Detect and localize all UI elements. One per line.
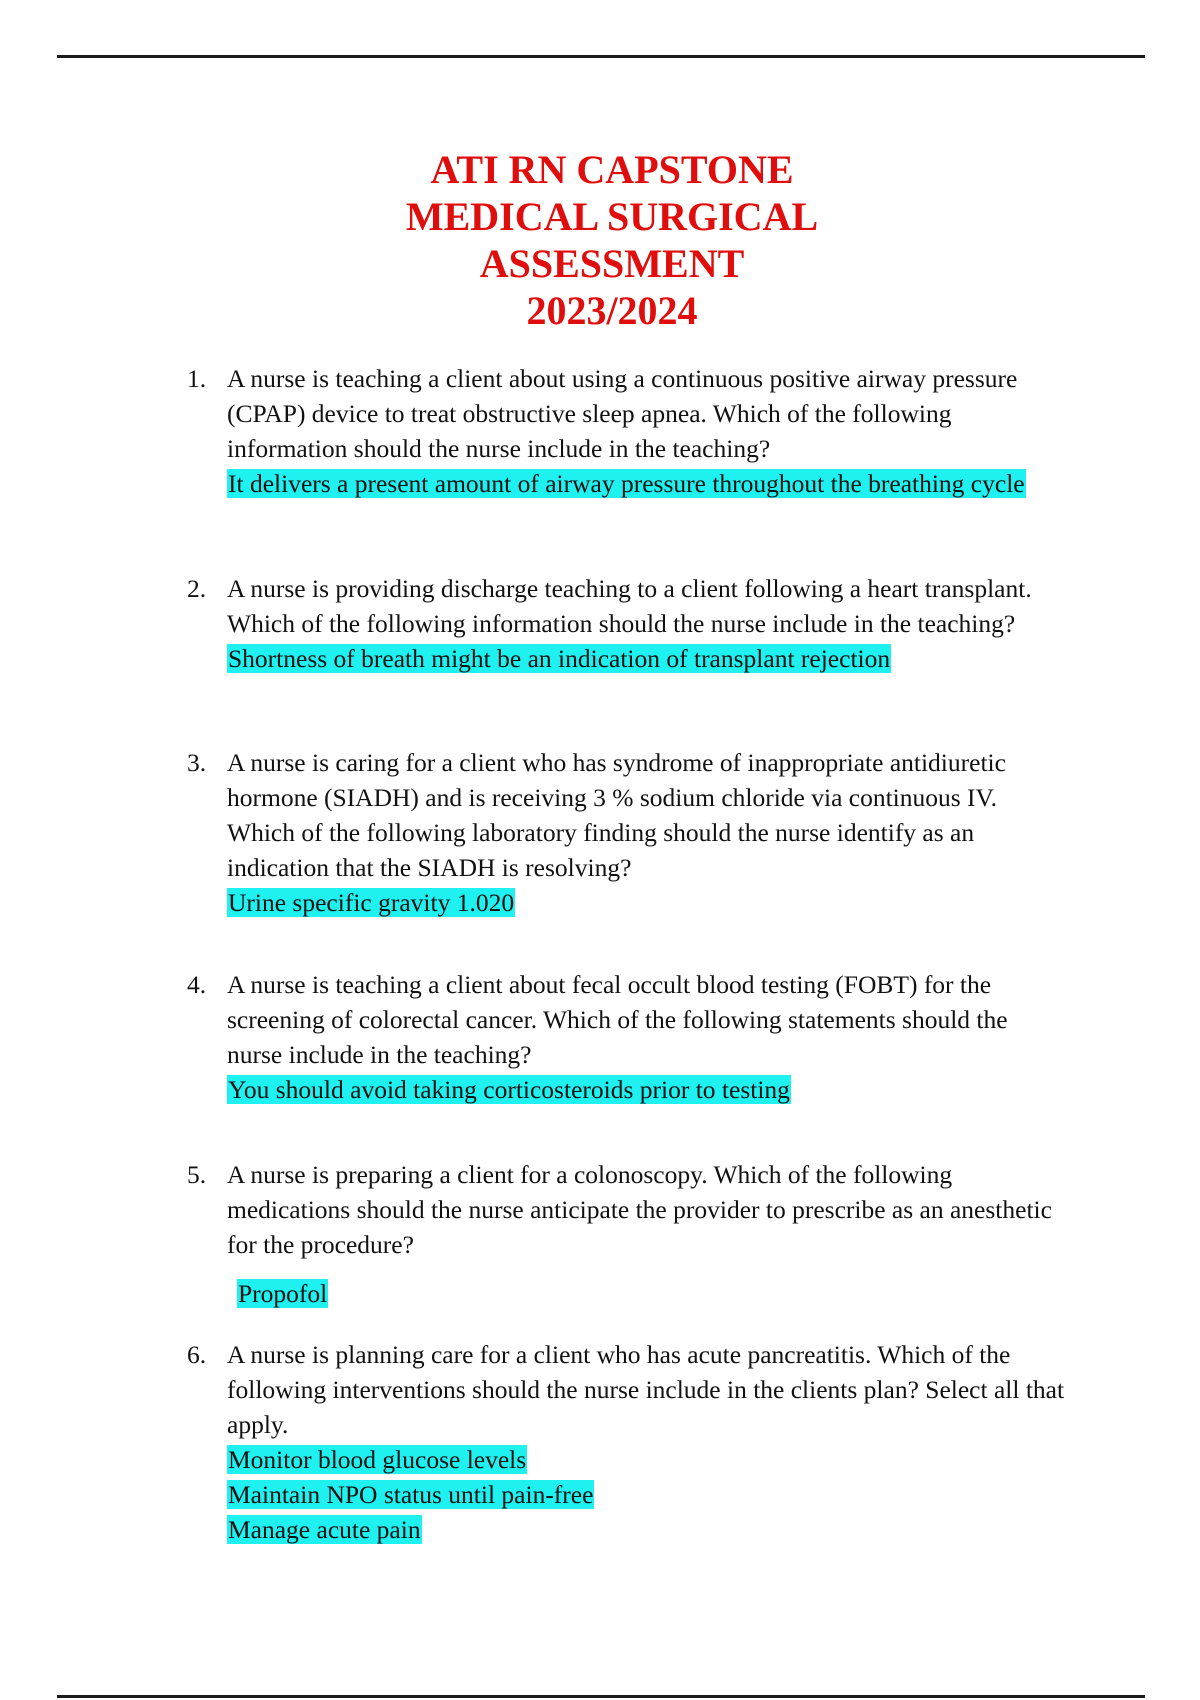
question-number: 6. — [187, 1340, 207, 1369]
question-text: A nurse is teaching a client about fecal occult blood testing (FOBT) for the screening of colorectal cancer. Which of the following statements should the nurse include in the teaching? — [227, 970, 1008, 1069]
question-text: A nurse is preparing a client for a colonoscopy. Which of the following medications should the nurse anticipate the provider to prescribe as an anesthetic for the procedure? — [227, 1160, 1052, 1259]
question-text: A nurse is planning care for a client who has acute pancreatitis. Which of the following interventions should the nurse include in the clients plan? Select all that apply. — [227, 1340, 1065, 1439]
answer-highlight: It delivers a present amount of airway pressure throughout the breathing cycle — [228, 469, 1025, 498]
answer-highlight: Urine specific gravity 1.020 — [228, 888, 515, 917]
answer-highlight: Manage acute pain — [228, 1515, 421, 1544]
question-number: 2. — [187, 574, 207, 603]
question-4 — [187, 967, 1067, 1107]
question-6 — [187, 1337, 1067, 1547]
question-2 — [187, 571, 1067, 676]
title-line-1: ATI RN CAPSTONE — [430, 147, 794, 192]
answer-highlight: Maintain NPO status until pain-free — [228, 1480, 594, 1509]
title-line-2: MEDICAL SURGICAL — [405, 194, 819, 239]
question-text: A nurse is providing discharge teaching to a client following a heart transplant. Which of the following information should the nurse include in the teaching? — [227, 574, 1032, 638]
document-title — [0, 146, 1200, 334]
answer-highlight: Propofol — [238, 1279, 328, 1308]
question-text: A nurse is caring for a client who has syndrome of inappropriate antidiuretic hormone (SIADH) and is receiving 3 % sodium chloride via continuous IV. Which of the following laboratory finding should the nurse identify as an indication that the SIADH is resolving? — [227, 748, 1006, 882]
answer-highlight: Shortness of breath might be an indication of transplant rejection — [228, 644, 891, 673]
answer-highlight: Monitor blood glucose levels — [228, 1445, 527, 1474]
title-line-4: 2023/2024 — [526, 288, 698, 333]
question-3 — [187, 745, 1067, 920]
question-5 — [187, 1157, 1067, 1311]
header-rule — [57, 55, 1145, 58]
title-line-3: ASSESSMENT — [479, 241, 745, 286]
question-1 — [187, 361, 1067, 501]
question-text: A nurse is teaching a client about using a continuous positive airway pressure (CPAP) device to treat obstructive sleep apnea. Which of the following information should the nurse include in the teaching? — [227, 364, 1018, 463]
question-number: 5. — [187, 1160, 207, 1189]
answer-highlight: You should avoid taking corticosteroids prior to testing — [228, 1075, 790, 1104]
footer-rule — [57, 1695, 1145, 1698]
question-number: 3. — [187, 748, 207, 777]
question-number: 1. — [187, 364, 207, 393]
question-number: 4. — [187, 970, 207, 999]
